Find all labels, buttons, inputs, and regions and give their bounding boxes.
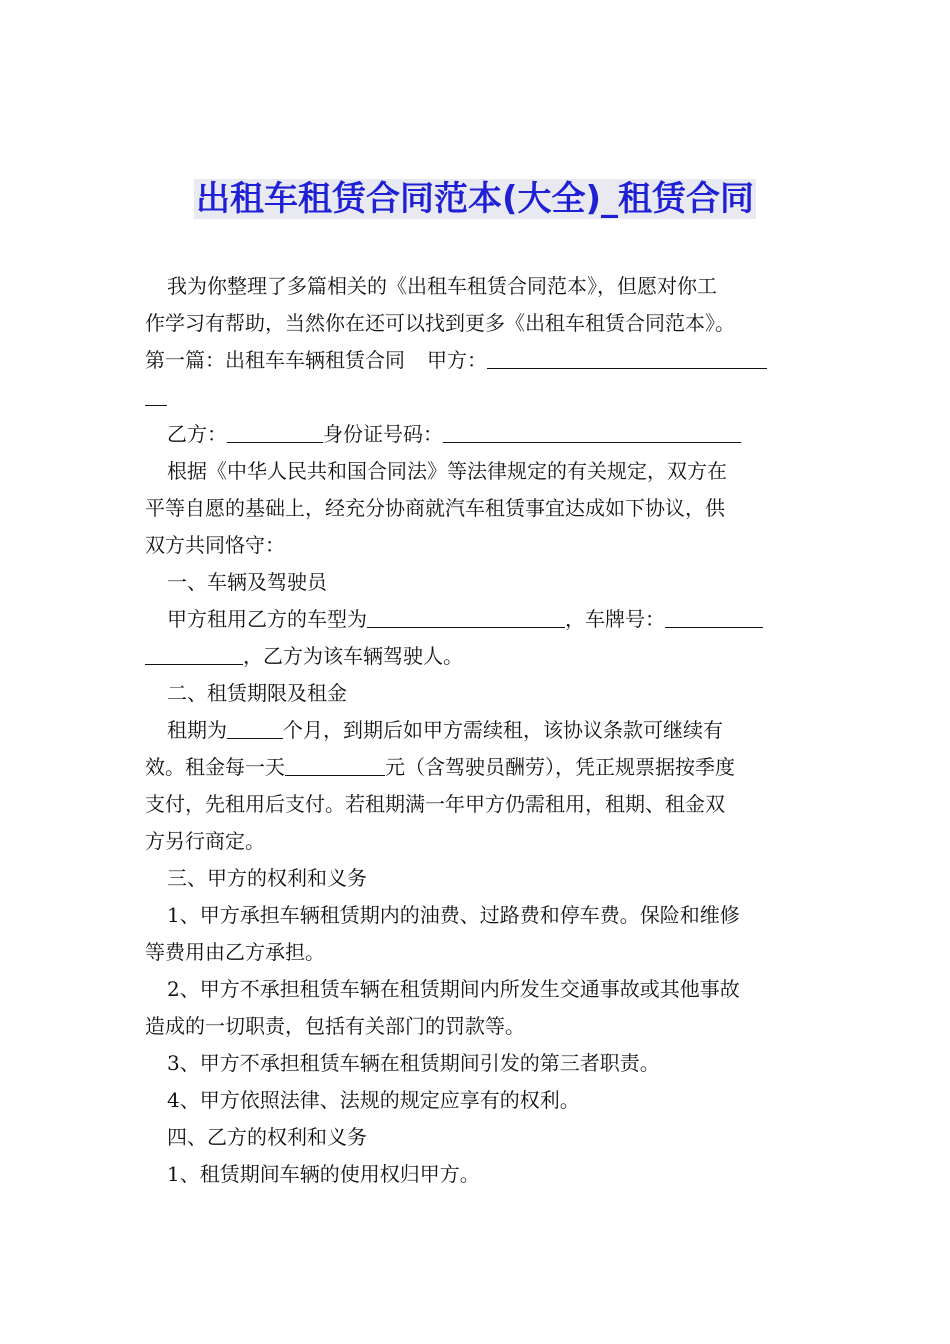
- blank-field: [227, 716, 283, 739]
- paragraph-line: [145, 749, 807, 786]
- party-b-label: 乙方：: [167, 422, 227, 446]
- paragraph-line: 支付，先租用后支付。若租期满一年甲方仍需租用，租期、租金双: [145, 792, 725, 816]
- paragraph-line: 4、甲方依照法律、法规的规定应享有的权利。: [167, 1088, 580, 1112]
- text-run: 元（含驾驶员酬劳），凭正规票据按季度: [385, 755, 735, 779]
- paragraph-line: 造成的一切职责，包括有关部门的罚款等。: [145, 1014, 525, 1038]
- blank-field: [487, 346, 767, 369]
- section-heading: 四、乙方的权利和义务: [167, 1125, 367, 1149]
- paragraph-line: 1、租赁期间车辆的使用权归甲方。: [167, 1162, 480, 1186]
- section-heading: 一、车辆及驾驶员: [167, 570, 327, 594]
- text-run: 个月，到期后如甲方需续租，该协议条款可继续有: [283, 718, 723, 742]
- section-title: 第一篇：出租车车辆租赁合同: [145, 348, 405, 372]
- blank-field: [285, 753, 385, 776]
- text-run: ，乙方为该车辆驾驶人。: [243, 644, 463, 668]
- paragraph-line: 平等自愿的基础上，经充分协商就汽车租赁事宜达成如下协议，供: [145, 496, 725, 520]
- blank-field: [443, 420, 741, 443]
- paragraph-line: 双方共同恪守：: [145, 533, 285, 557]
- paragraph-line: [145, 712, 807, 749]
- section-heading: 三、甲方的权利和义务: [167, 866, 367, 890]
- document-title: [0, 176, 950, 222]
- paragraph-line: 根据《中华人民共和国合同法》等法律规定的有关规定，双方在: [167, 459, 727, 483]
- paragraph-line: 2、甲方不承担租赁车辆在租赁期间内所发生交通事故或其他事故: [167, 977, 740, 1001]
- blank-field: [367, 605, 565, 628]
- paragraph-line: [145, 342, 807, 379]
- paragraph-line: [145, 601, 807, 638]
- paragraph-line: [145, 416, 807, 453]
- paragraph-line: [145, 638, 807, 675]
- text-run: ，车牌号：: [565, 607, 665, 631]
- title-text: 出租车租赁合同范本(大全)_租赁合同: [195, 179, 755, 219]
- paragraph-line: 我为你整理了多篇相关的《出租车租赁合同范本》，但愿对你工: [167, 274, 717, 298]
- paragraph-line: 作学习有帮助，当然你在还可以找到更多《出租车租赁合同范本》。: [145, 311, 735, 335]
- blank-field: [145, 383, 167, 406]
- document-body: [145, 268, 807, 1193]
- blank-field: [145, 642, 243, 665]
- paragraph-line: 3、甲方不承担租赁车辆在租赁期间引发的第三者职责。: [167, 1051, 660, 1075]
- paragraph-line: [145, 379, 807, 416]
- section-heading: 二、租赁期限及租金: [167, 681, 347, 705]
- text-run: 甲方租用乙方的车型为: [167, 607, 367, 631]
- paragraph-line: 方另行商定。: [145, 829, 265, 853]
- party-a-label: 甲方：: [427, 348, 487, 372]
- text-run: 租期为: [167, 718, 227, 742]
- text-run: 效。租金每一天: [145, 755, 285, 779]
- blank-field: [227, 420, 323, 443]
- paragraph-line: 1、甲方承担车辆租赁期内的油费、过路费和停车费。保险和维修: [167, 903, 740, 927]
- blank-field: [665, 605, 763, 628]
- id-number-label: 身份证号码：: [323, 422, 443, 446]
- paragraph-line: 等费用由乙方承担。: [145, 940, 325, 964]
